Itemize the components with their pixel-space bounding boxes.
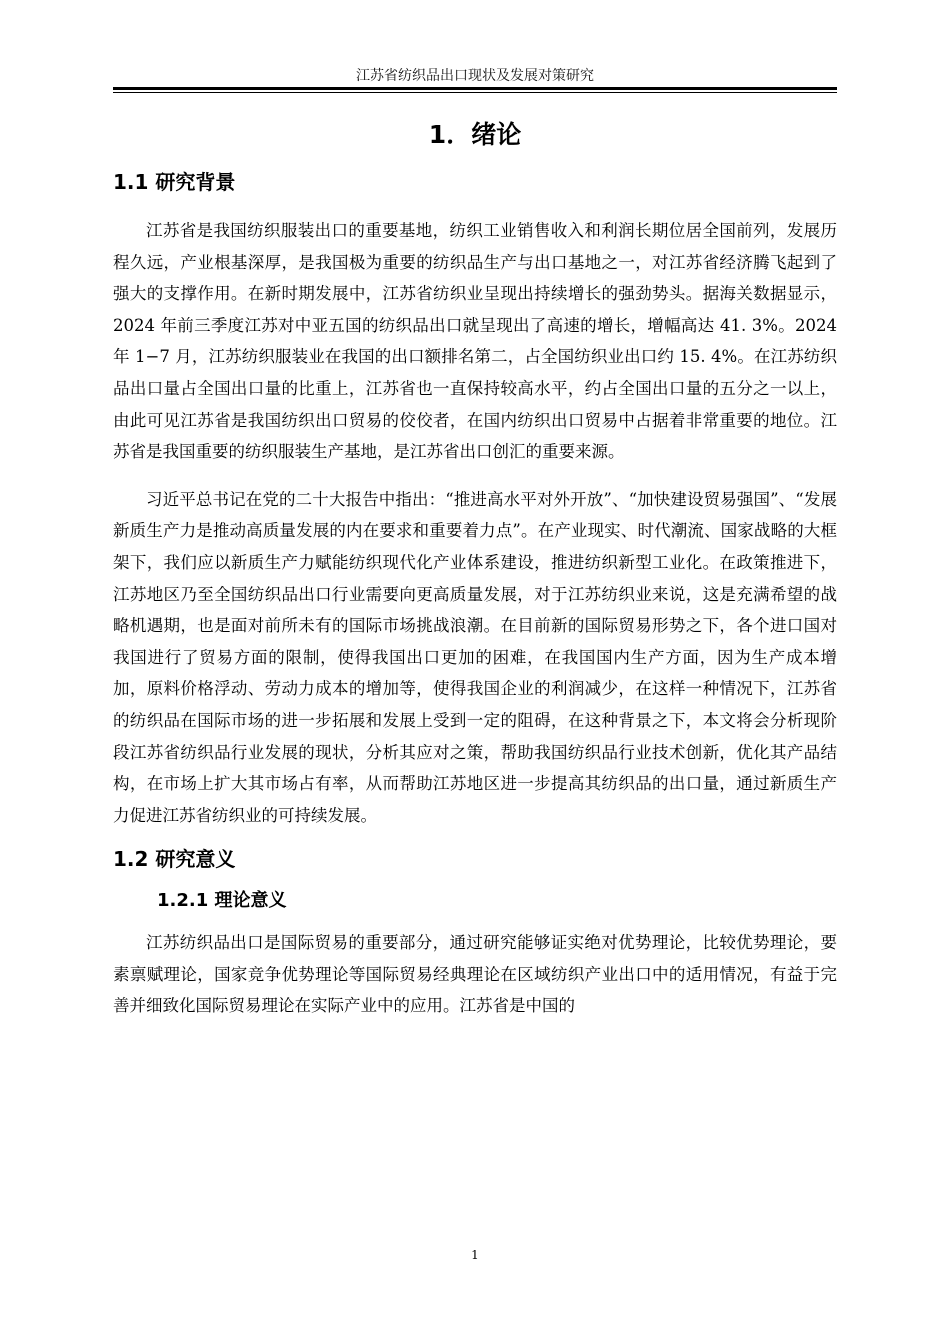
- section-title-research-background: 1.1 研究背景: [113, 170, 236, 194]
- header-rule-thin: [113, 92, 837, 93]
- subsection-title-theoretical-significance: 1.2.1 理论意义: [157, 890, 287, 912]
- paragraph-background-2: 习近平总书记在党的二十大报告中指出：“推进高水平对外开放”、“加快建设贸易强国”、“发展新质生产力是推动高质量发展的内在要求和重要着力点”。在产业现实、时代潮流、国家战略的大框架下，我们应以新质生产力赋能纺织现代化产业体系建设，推进纺织新型工业化。在政策推进下，江苏地区乃至全国纺织品出口行业需要向更高质量发展，对于江苏纺织业来说，这是充满希望的战略机遇期，也是面对前所未有的国际市场挑战浪潮。在目前新的国际贸易形势之下，各个进口国对我国进行了贸易方面的限制，使得我国出口更加的困难，在我国国内生产方面，因为生产成本增加，原料价格浮动、劳动力成本的增加等，使得我国企业的利润减少，在这样一种情况下，江苏省的纺织品在国际市场的进一步拓展和发展上受到一定的阻碍，在这种背景之下，本文将会分析现阶段江苏省纺织品行业发展的现状，分析其应对之策，帮助我国纺织品行业技术创新，优化其产品结构，在市场上扩大其市场占有率，从而帮助江苏地区进一步提高其纺织品的出口量，通过新质生产力促进江苏省纺织业的可持续发展。: [113, 489, 837, 825]
- chapter-title: 1．绪论: [428, 120, 522, 149]
- section-title-research-significance: 1.2 研究意义: [113, 847, 236, 872]
- page-content: [113, 112, 837, 1038]
- paragraph-background-1: 江苏省是我国纺织服装出口的重要基地，纺织工业销售收入和利润长期位居全国前列，发展历程久远，产业根基深厚，是我国极为重要的纺织品生产与出口基地之一，对江苏省经济腾飞起到了强大的支撑作用。在新时期发展中，江苏省纺织业呈现出持续增长的强劲势头。据海关数据显示，2024 年前三季度江苏对中亚五国的纺织品出口就呈现出了高速的增长，增幅高达 41. 3%。2024 年 1−7 月，江苏纺织服装业在我国的出口额排名第二，占全国纺织业出口约 15. 4%。在江苏纺织品出口量占全国出口量的比重上，江苏省也一直保持较高水平，约占全国出口量的五分之一以上，由此可见江苏省是我国纺织出口贸易的佼佼者，在国内纺织出口贸易中占据着非常重要的地位。江苏省是我国重要的纺织服装生产基地，是江苏省出口创汇的重要来源。: [113, 221, 837, 462]
- paragraph-theoretical-significance: 江苏纺织品出口是国际贸易的重要部分，通过研究能够证实绝对优势理论，比较优势理论，要素禀赋理论，国家竞争优势理论等国际贸易经典理论在区域纺织产业出口中的适用情况，有益于完善并细致化国际贸易理论在实际产业中的应用。江苏省是中国的: [113, 933, 837, 1016]
- page-number: 1: [471, 1248, 479, 1262]
- running-header: 江苏省纺织品出口现状及发展对策研究: [356, 68, 594, 84]
- header-rule-thick: [113, 87, 837, 90]
